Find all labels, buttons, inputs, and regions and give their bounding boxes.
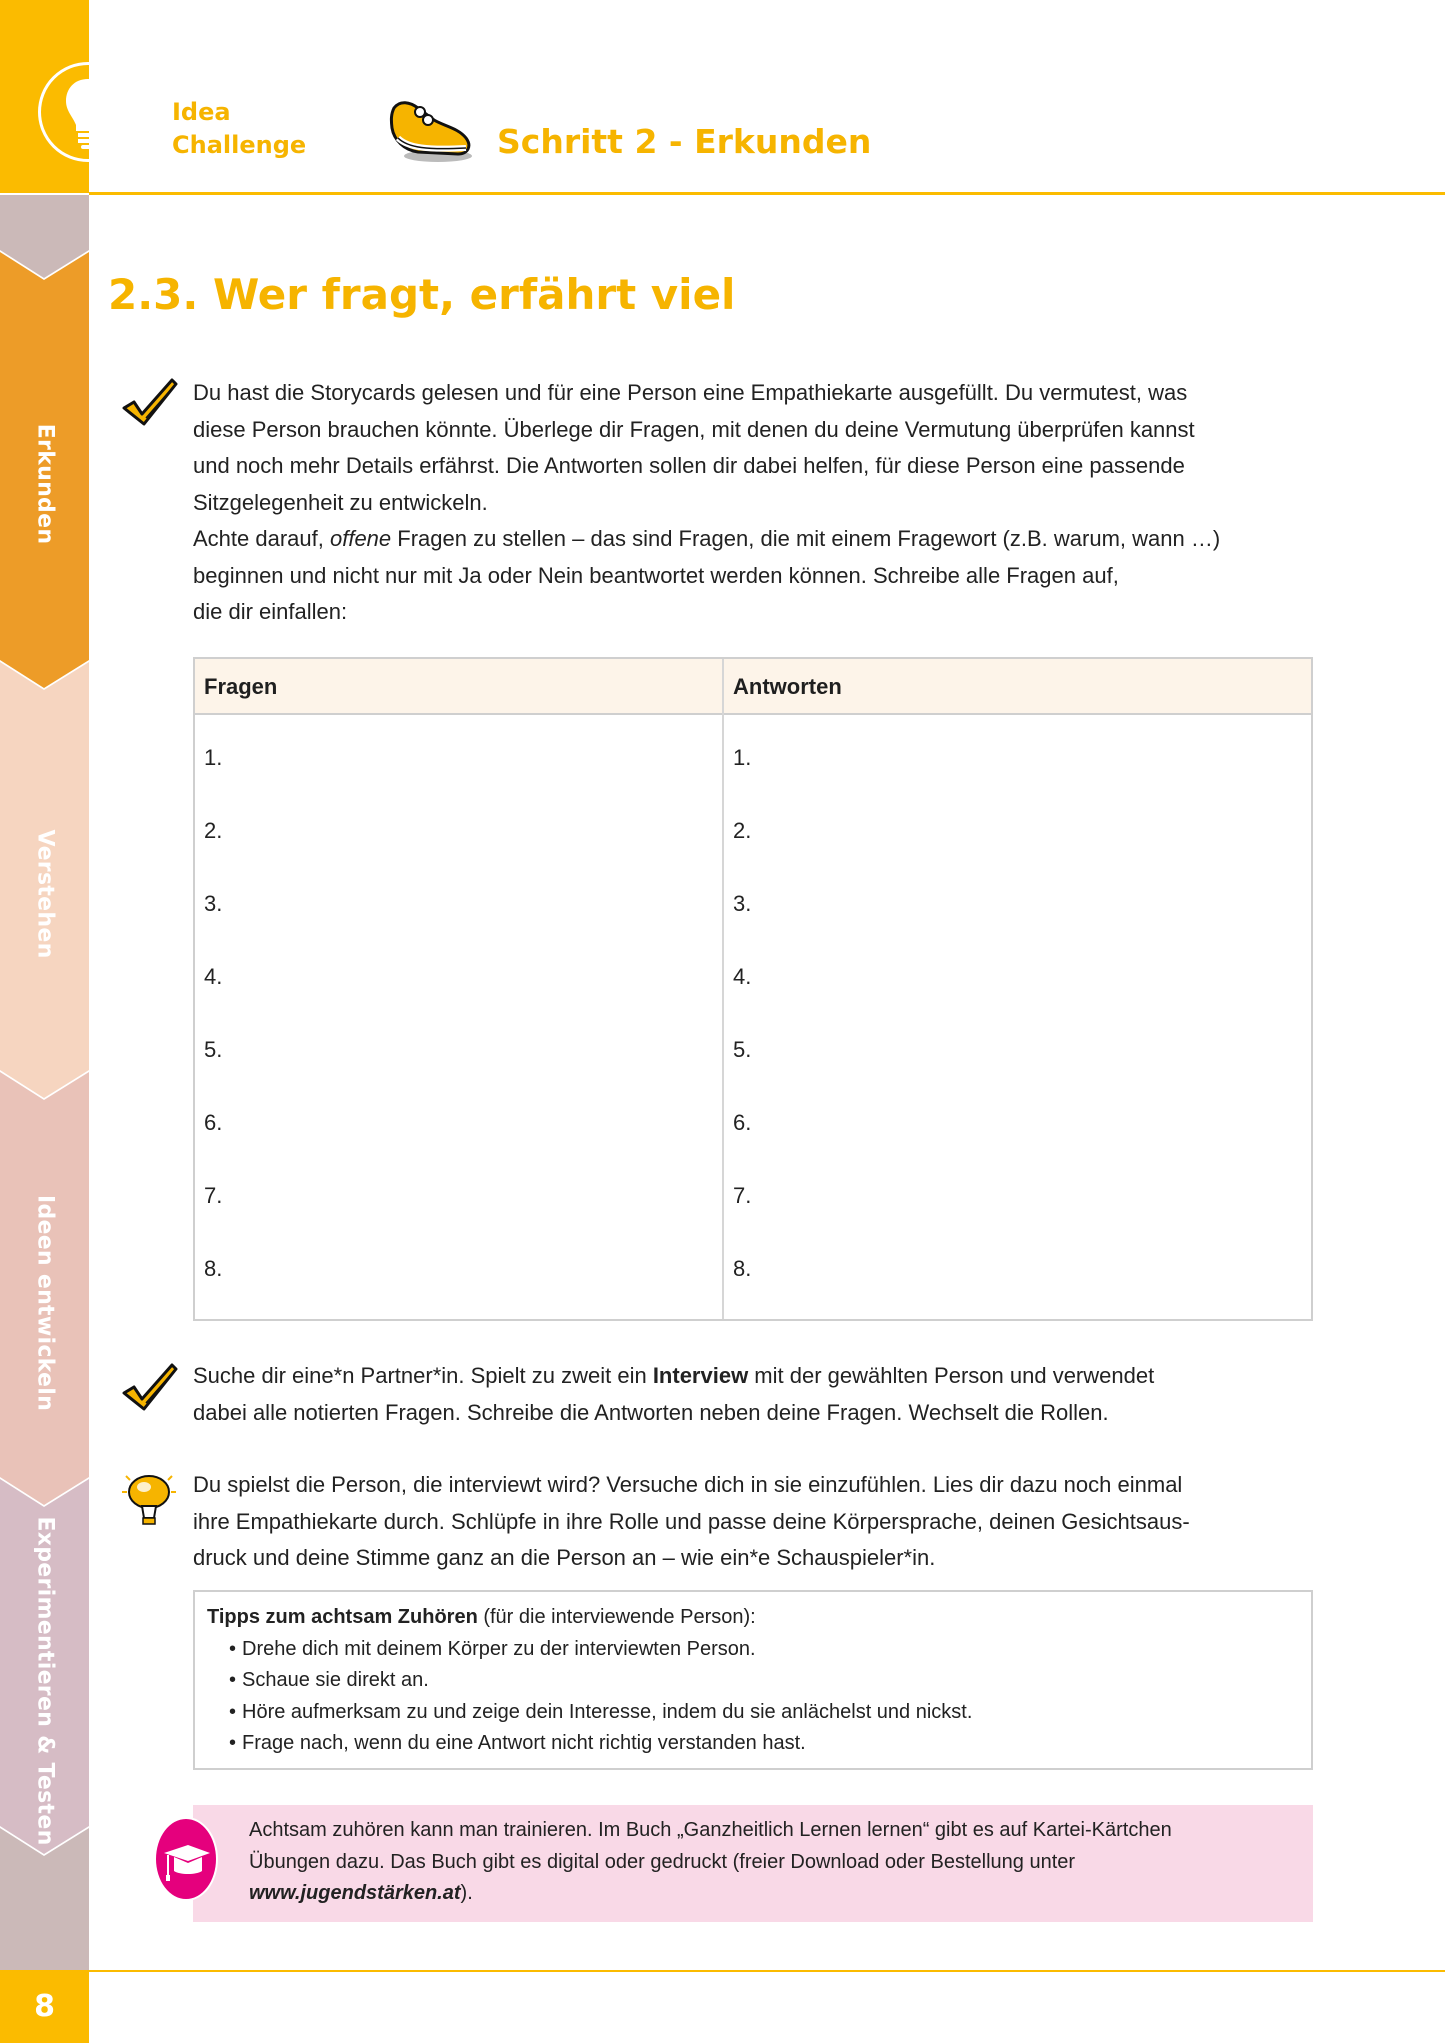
answer-row-number[interactable]: 8. — [733, 1256, 752, 1281]
list-item: • Frage nach, wenn du eine Antwort nicht richtig verstanden hast. — [229, 1728, 1299, 1760]
text-span: ). — [460, 1882, 473, 1904]
text-line — [193, 521, 1323, 558]
sidebar-item-label: Ideen entwickeln — [32, 1194, 57, 1411]
step-title: Schritt 2 - Erkunden — [497, 122, 872, 161]
text-span: mit der gewählten Person und verwendet — [748, 1363, 1155, 1388]
text-line: beginnen und nicht nur mit Ja oder Nein beantwortet werden können. Schreibe alle Fragen auf, — [193, 562, 1119, 588]
tips-title — [207, 1602, 1299, 1634]
text-line — [249, 1878, 1257, 1910]
text-line: Sitzgelegenheit zu entwickeln. — [193, 489, 488, 515]
answer-row-number[interactable]: 5. — [733, 1037, 752, 1062]
column-header-fragen: Fragen — [204, 674, 278, 699]
interview-paragraph — [193, 1358, 1323, 1431]
tips-title-rest: (für die interviewende Person): — [477, 1606, 756, 1628]
text-line: Achtsam zuhören kann man trainieren. Im Buch „Ganzheitlich Lernen lernen“ gibt es auf Kartei-Kärtchen — [249, 1819, 1172, 1841]
brand-line-1: Idea — [172, 98, 231, 126]
table-header — [195, 659, 1311, 715]
text-span: Achte darauf, — [193, 526, 330, 551]
text-line: Du spielst die Person, die interviewt wird? Versuche dich in sie einzufühlen. Lies dir dazu noch einmal — [193, 1472, 1183, 1497]
page-number: 8 — [0, 1970, 89, 2043]
text-line: diese Person brauchen könnte. Überlege dir Fragen, mit denen du deine Vermutung überprüfen kannst — [193, 416, 1195, 442]
question-row-number[interactable]: 4. — [204, 964, 223, 989]
lightbulb-icon — [38, 62, 138, 162]
column-header-antworten: Antworten — [733, 674, 842, 699]
list-item: • Höre aufmerksam zu und zeige dein Interesse, indem du sie anlächelst und nickst. — [229, 1697, 1299, 1729]
question-row-number[interactable]: 2. — [204, 818, 223, 843]
question-row-number[interactable]: 6. — [204, 1110, 223, 1135]
book-note-box — [193, 1805, 1313, 1922]
graduation-cap-icon — [154, 1817, 218, 1901]
column-divider — [722, 659, 724, 1319]
list-item: • Schaue sie direkt an. — [229, 1665, 1299, 1697]
answer-row-number[interactable]: 3. — [733, 891, 752, 916]
website-link[interactable]: www.jugendstärken.at — [249, 1882, 461, 1904]
tips-title-bold: Tipps zum achtsam Zuhören — [207, 1606, 478, 1628]
brand-line-2: Challenge — [172, 131, 307, 159]
roleplay-paragraph — [193, 1467, 1323, 1577]
text-line: ihre Empathiekarte durch. Schlüpfe in ihre Rolle und passe deine Körpersprache, deinen Gesichtsaus- — [193, 1508, 1190, 1534]
question-row-number[interactable]: 1. — [204, 745, 223, 770]
emphasis-text: offene — [329, 526, 392, 551]
text-line: druck und deine Stimme ganz an die Person an – wie ein*e Schauspieler*in. — [193, 1545, 936, 1570]
checkmark-icon — [122, 378, 178, 433]
section-title: 2.3. Wer fragt, erfährt viel — [108, 270, 736, 319]
answer-row-number[interactable]: 4. — [733, 964, 752, 989]
questions-answers-table — [193, 657, 1313, 1321]
brand-name — [172, 96, 306, 162]
sidebar-item-label: Experimentieren & Testen — [32, 1515, 57, 1846]
question-row-number[interactable]: 8. — [204, 1256, 223, 1281]
text-line: dabei alle notierten Fragen. Schreibe die Antworten neben deine Fragen. Wechselt die Rollen. — [193, 1399, 1109, 1425]
question-row-number[interactable]: 3. — [204, 891, 223, 916]
checkmark-icon — [122, 1363, 178, 1418]
answer-row-number[interactable]: 7. — [733, 1183, 752, 1208]
answer-row-number[interactable]: 2. — [733, 818, 752, 843]
text-span: Fragen zu stellen – das sind Fragen, die mit einem Fragewort (z.B. warum, wann …) — [391, 526, 1221, 551]
footer-divider — [89, 1970, 1445, 1972]
sidebar-item-ideen-entwickeln[interactable] — [0, 1100, 89, 1505]
header-divider — [89, 192, 1445, 195]
bold-text: Interview — [652, 1363, 749, 1388]
chapter-sidebar — [0, 0, 89, 2043]
text-line: Du hast die Storycards gelesen und für eine Person eine Empathiekarte ausgefüllt. Du vermutest, was — [193, 380, 1188, 405]
text-line — [193, 1358, 1323, 1395]
text-line: und noch mehr Details erfährst. Die Antworten sollen dir dabei helfen, für diese Person eine passende — [193, 453, 1185, 478]
question-row-number[interactable]: 5. — [204, 1037, 223, 1062]
question-row-number[interactable]: 7. — [204, 1183, 223, 1208]
sidebar-item-experimentieren[interactable] — [0, 1507, 89, 1854]
sidebar-item-erkunden[interactable] — [0, 280, 89, 688]
answer-row-number[interactable]: 6. — [733, 1110, 752, 1135]
listening-tips-box — [193, 1590, 1313, 1770]
sidebar-item-label: Erkunden — [32, 423, 57, 545]
text-span: Suche dir eine*n Partner*in. Spielt zu zweit ein — [193, 1363, 653, 1388]
sidebar-item-label: Verstehen — [32, 829, 57, 959]
list-item: • Drehe dich mit deinem Körper zu der interviewten Person. — [229, 1634, 1299, 1666]
idea-bulb-icon — [120, 1472, 178, 1533]
tips-list — [207, 1634, 1299, 1760]
text-line: die dir einfallen: — [193, 599, 348, 624]
sneaker-icon — [388, 98, 476, 169]
sidebar-item-verstehen[interactable] — [0, 690, 89, 1098]
intro-paragraph — [193, 375, 1323, 631]
answer-row-number[interactable]: 1. — [733, 745, 752, 770]
text-line: Übungen dazu. Das Buch gibt es digital oder gedruckt (freier Download oder Bestellung unter — [249, 1850, 1076, 1873]
